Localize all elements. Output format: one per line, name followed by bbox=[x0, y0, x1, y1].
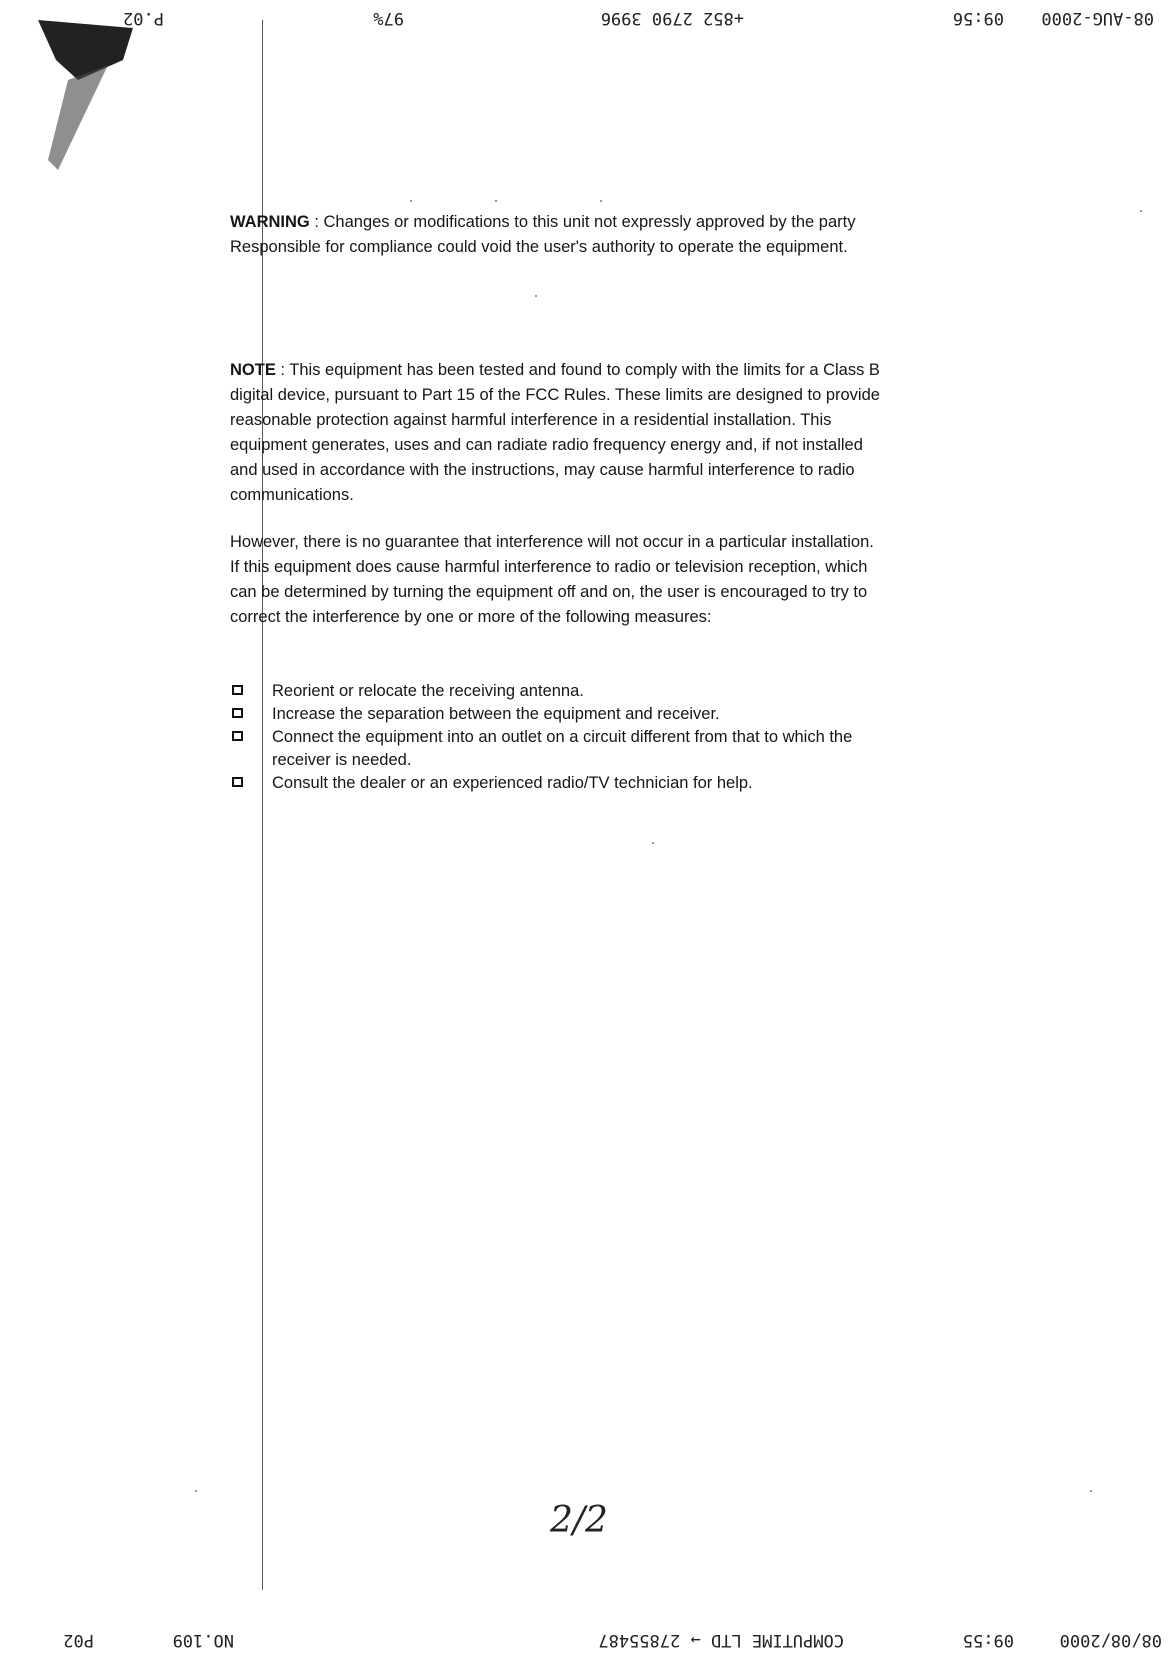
scan-speck bbox=[600, 200, 602, 202]
warning-paragraph bbox=[230, 210, 880, 260]
scan-speck bbox=[1140, 210, 1142, 212]
warning-text: : Changes or modifications to this unit not expressly approved by the party Responsible for compliance could void the user's authority to operate the equipment. bbox=[230, 213, 856, 256]
note-paragraph bbox=[230, 358, 880, 508]
list-item bbox=[230, 772, 880, 795]
however-paragraph: However, there is no guarantee that interference will not occur in a particular installation. If this equipment does cause harmful interference to radio or television reception, which can be determined by turning the equipment off and on, the user is encouraged to try to correct the interference by one or more of the following measures: bbox=[230, 533, 874, 626]
fax-percent: 97% bbox=[373, 8, 404, 28]
measure-text: Reorient or relocate the receiving antenna. bbox=[272, 682, 584, 700]
fax-number: NO.109 bbox=[172, 1630, 234, 1650]
fax-page: P.02 bbox=[123, 8, 164, 28]
fax-footer-upside-down bbox=[0, 1626, 1174, 1650]
fax-date: 08-AUG-2000 bbox=[1041, 8, 1154, 28]
scan-corner-artifact bbox=[38, 20, 138, 180]
fax-time: 09:56 bbox=[952, 8, 1004, 28]
measure-text: Connect the equipment into an outlet on a circuit different from that to which the receiver is needed. bbox=[272, 728, 853, 769]
scan-speck bbox=[652, 842, 654, 844]
page-number: 2/2 bbox=[550, 1500, 608, 1541]
fax-phone: +852 2790 3996 bbox=[600, 8, 744, 28]
measures-list bbox=[230, 680, 880, 795]
fax-sender: COMPUTIME LTD → 27855487 bbox=[598, 1630, 844, 1650]
list-item bbox=[230, 726, 880, 772]
list-item bbox=[230, 680, 880, 703]
scan-speck bbox=[410, 200, 412, 202]
scan-speck bbox=[1090, 1490, 1092, 1492]
fax-footer-time: 09:55 bbox=[962, 1630, 1014, 1650]
checkbox-icon bbox=[232, 708, 243, 718]
fax-footer-date: 08/08/2000 bbox=[1059, 1630, 1162, 1650]
fax-header-upside-down bbox=[0, 4, 1174, 28]
list-item bbox=[230, 703, 880, 726]
warning-label: WARNING bbox=[230, 213, 310, 231]
note-text: : This equipment has been tested and found to comply with the limits for a Class B digital device, pursuant to Part 15 of the FCC Rules. These limits are designed to provide reasonable protection against harmful interference in a residential installation. This equipment generates, uses and can radiate radio frequency energy and, if not installed and used in accordance with the instructions, may cause harmful interference to radio communications. bbox=[230, 361, 880, 504]
checkbox-icon bbox=[232, 731, 243, 741]
checkbox-icon bbox=[232, 685, 243, 695]
measure-text: Consult the dealer or an experienced radio/TV technician for help. bbox=[272, 774, 753, 792]
checkbox-icon bbox=[232, 777, 243, 787]
scan-speck bbox=[535, 295, 537, 297]
fax-page-code: P02 bbox=[63, 1630, 94, 1650]
measure-text: Increase the separation between the equipment and receiver. bbox=[272, 705, 720, 723]
scan-speck bbox=[195, 1490, 197, 1492]
scan-speck bbox=[495, 200, 497, 202]
note-label: NOTE bbox=[230, 361, 276, 379]
